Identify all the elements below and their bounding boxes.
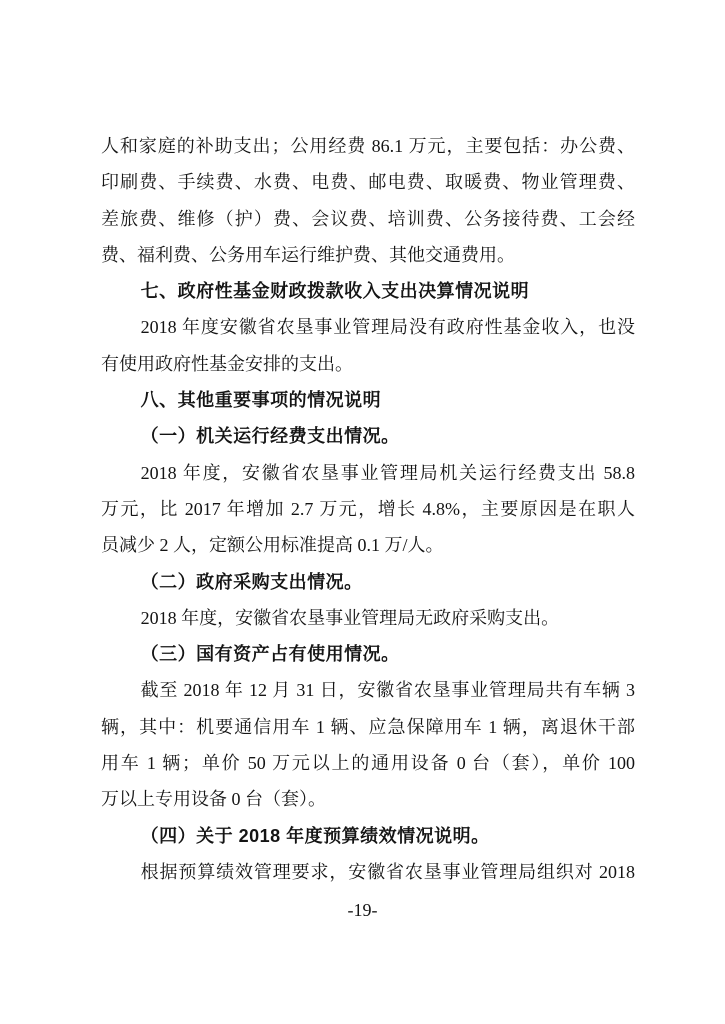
paragraph-line: 根据预算绩效管理要求，安徽省农垦事业管理局组织对 2018 xyxy=(140,861,635,882)
section-heading: （一）机关运行经费支出情况。 xyxy=(140,426,400,447)
paragraph-line: 辆，其中：机要通信用车 1 辆、应急保障用车 1 辆，离退休干部 xyxy=(101,716,635,737)
paragraph-line: 万以上专用设备 0 台（套）。 xyxy=(101,789,326,810)
section-heading: 七、政府性基金财政拨款收入支出决算情况说明 xyxy=(140,281,530,302)
section-heading: （四）关于 2018 年度预算绩效情况说明。 xyxy=(140,825,490,846)
paragraph-line: 2018 年度安徽省农垦事业管理局没有政府性基金收入，也没 xyxy=(140,317,635,338)
paragraph-line: 有使用政府性基金安排的支出。 xyxy=(101,353,353,374)
paragraph-line: 费、福利费、公务用车运行维护费、其他交通费用。 xyxy=(101,244,515,265)
paragraph-line: 用车 1 辆；单价 50 万元以上的通用设备 0 台（套），单价 100 xyxy=(101,753,635,774)
paragraph-line: 印刷费、手续费、水费、电费、邮电费、取暖费、物业管理费、 xyxy=(101,172,635,193)
section-heading: （二）政府采购支出情况。 xyxy=(140,571,363,592)
page-number: -19- xyxy=(347,900,378,920)
paragraph-line: 截至 2018 年 12 月 31 日，安徽省农垦事业管理局共有车辆 3 xyxy=(140,680,635,701)
paragraph-line: 人和家庭的补助支出；公用经费 86.1 万元，主要包括：办公费、 xyxy=(101,136,635,156)
document-body xyxy=(101,128,635,890)
paragraph-line: 差旅费、维修（护）费、会议费、培训费、公务接待费、工会经 xyxy=(101,208,635,229)
paragraph-line: 2018 年度，安徽省农垦事业管理局无政府采购支出。 xyxy=(140,607,560,628)
paragraph-line: 员减少 2 人，定额公用标准提高 0.1 万/人。 xyxy=(101,535,444,556)
section-heading: （三）国有资产占有使用情况。 xyxy=(140,644,400,665)
paragraph-line: 2018 年度，安徽省农垦事业管理局机关运行经费支出 58.8 xyxy=(140,462,635,483)
section-heading: 八、其他重要事项的情况说明 xyxy=(140,390,382,411)
paragraph-line: 万元，比 2017 年增加 2.7 万元，增长 4.8%，主要原因是在职人 xyxy=(101,498,635,519)
